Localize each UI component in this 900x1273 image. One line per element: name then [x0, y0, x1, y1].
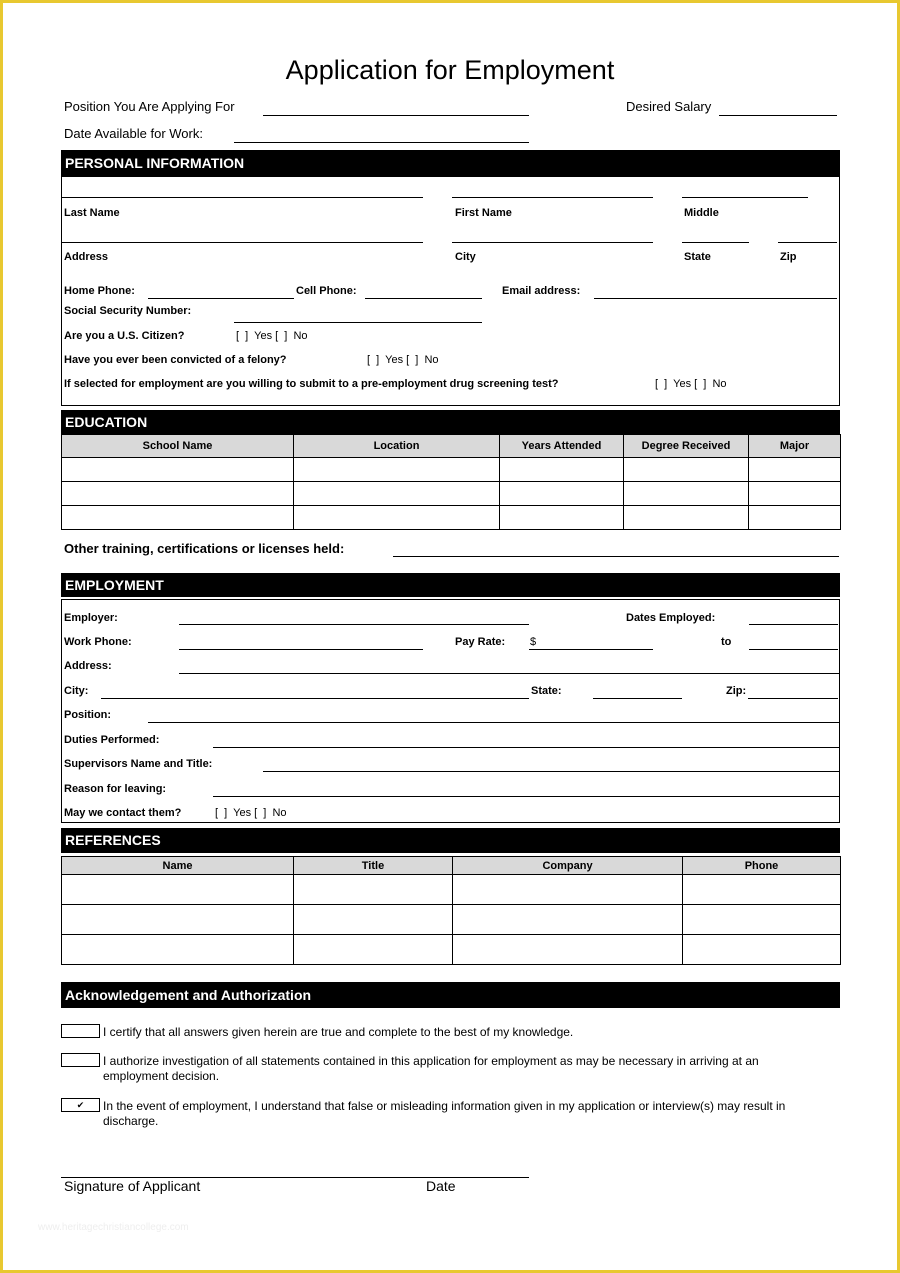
employer-city-field[interactable] [101, 698, 529, 699]
contact-options[interactable]: [ ] Yes [ ] No [215, 807, 287, 819]
date-label: Date [426, 1178, 456, 1194]
reason-leaving-field[interactable] [213, 796, 839, 797]
personal-section-box [61, 176, 840, 406]
salary-label: Desired Salary [626, 99, 712, 114]
table-cell[interactable] [62, 506, 294, 530]
other-training-label: Other training, certifications or licenses held: [64, 541, 345, 556]
employer-label: Employer: [64, 612, 118, 624]
first-name-label: First Name [455, 207, 512, 219]
references-header-row [62, 857, 841, 875]
state-field[interactable] [682, 242, 749, 243]
ssn-label: Social Security Number: [64, 305, 192, 317]
state-label: State [684, 251, 711, 263]
supervisor-field[interactable] [263, 771, 839, 772]
employer-state-label: State: [531, 685, 562, 697]
table-cell[interactable] [453, 875, 683, 905]
column-header: Phone [683, 857, 841, 875]
address-label: Address [64, 251, 109, 263]
position-held-field[interactable] [148, 722, 839, 723]
employer-state-field[interactable] [593, 698, 682, 699]
table-cell[interactable] [624, 506, 749, 530]
table-cell[interactable] [294, 458, 500, 482]
education-section-header: EDUCATION [61, 410, 840, 434]
personal-section-header: PERSONAL INFORMATION [61, 150, 840, 176]
pay-rate-field[interactable] [529, 649, 653, 650]
cell-phone-field[interactable] [365, 298, 482, 299]
education-table [61, 434, 841, 530]
employer-zip-field[interactable] [748, 698, 838, 699]
middle-name-field[interactable] [682, 197, 808, 198]
column-header: Company [453, 857, 683, 875]
duties-label: Duties Performed: [64, 734, 160, 746]
table-cell[interactable] [683, 905, 841, 935]
other-training-field[interactable] [393, 556, 839, 557]
table-cell[interactable] [62, 482, 294, 506]
table-cell[interactable] [62, 875, 294, 905]
home-phone-label: Home Phone: [64, 285, 135, 297]
column-header: School Name [62, 435, 294, 458]
table-cell[interactable] [294, 482, 500, 506]
table-cell[interactable] [453, 935, 683, 965]
email-label: Email address: [502, 285, 581, 297]
felony-options[interactable]: [ ] Yes [ ] No [367, 354, 439, 366]
date-available-field[interactable] [234, 142, 529, 143]
table-cell[interactable] [62, 905, 294, 935]
table-cell[interactable] [624, 482, 749, 506]
employer-field[interactable] [179, 624, 529, 625]
work-phone-field[interactable] [179, 649, 423, 650]
salary-field[interactable] [719, 115, 837, 116]
currency-symbol: $ [530, 636, 537, 648]
table-row [62, 506, 841, 530]
authorize-checkbox[interactable] [61, 1053, 100, 1067]
column-header: Years Attended [500, 435, 624, 458]
to-label: to [721, 636, 732, 648]
dates-employed-label: Dates Employed: [626, 612, 716, 624]
table-cell[interactable] [683, 935, 841, 965]
duties-field[interactable] [213, 747, 839, 748]
certify-checkbox[interactable] [61, 1024, 100, 1038]
employer-city-label: City: [64, 685, 89, 697]
middle-label: Middle [684, 207, 719, 219]
references-section-header: REFERENCES [61, 828, 840, 853]
felony-question: Have you ever been convicted of a felony? [64, 354, 287, 366]
table-row [62, 905, 841, 935]
employment-section-box [61, 599, 840, 823]
table-cell[interactable] [453, 905, 683, 935]
contact-question: May we contact them? [64, 807, 182, 819]
column-header: Location [294, 435, 500, 458]
pay-rate-label: Pay Rate: [455, 636, 506, 648]
table-cell[interactable] [749, 506, 841, 530]
table-row [62, 458, 841, 482]
table-cell[interactable] [62, 458, 294, 482]
employer-zip-label: Zip: [726, 685, 747, 697]
table-cell[interactable] [62, 935, 294, 965]
table-row [62, 875, 841, 905]
city-label: City [455, 251, 476, 263]
drug-test-question: If selected for employment are you willing to submit to a pre-employment drug screening test? [64, 378, 559, 390]
table-cell[interactable] [500, 506, 624, 530]
position-field[interactable] [263, 115, 529, 116]
table-cell[interactable] [624, 458, 749, 482]
dates-to-field[interactable] [749, 649, 838, 650]
table-cell[interactable] [294, 935, 453, 965]
form-title: Application for Employment [285, 55, 615, 85]
drug-test-options[interactable]: [ ] Yes [ ] No [655, 378, 727, 390]
employer-address-label: Address: [64, 660, 112, 672]
table-cell[interactable] [294, 506, 500, 530]
zip-field[interactable] [778, 242, 837, 243]
acknowledgement-section-header: Acknowledgement and Authorization [61, 982, 840, 1008]
table-cell[interactable] [749, 482, 841, 506]
supervisor-label: Supervisors Name and Title: [64, 758, 213, 770]
column-header: Name [62, 857, 294, 875]
table-cell[interactable] [683, 875, 841, 905]
table-cell[interactable] [500, 458, 624, 482]
city-field[interactable] [452, 242, 653, 243]
table-cell[interactable] [500, 482, 624, 506]
discharge-statement: In the event of employment, I understand that false or misleading information given in my application or interview(s) may result in discharge. [103, 1099, 786, 1128]
discharge-checkbox[interactable]: ✔ [61, 1098, 100, 1112]
references-table [61, 856, 841, 965]
dates-from-field[interactable] [749, 624, 838, 625]
zip-label: Zip [780, 251, 797, 263]
ssn-field[interactable] [234, 322, 482, 323]
employment-section-header: EMPLOYMENT [61, 573, 840, 597]
last-name-label: Last Name [64, 207, 120, 219]
watermark-text: www.heritagechristiancollege.com [38, 1222, 189, 1233]
home-phone-field[interactable] [148, 298, 294, 299]
first-name-field[interactable] [452, 197, 653, 198]
table-cell[interactable] [294, 875, 453, 905]
employer-address-field[interactable] [179, 673, 839, 674]
certify-statement: I certify that all answers given herein are true and complete to the best of my knowledge. [103, 1025, 574, 1039]
citizen-options[interactable]: [ ] Yes [ ] No [236, 330, 308, 342]
table-cell[interactable] [749, 458, 841, 482]
citizen-question: Are you a U.S. Citizen? [64, 330, 185, 342]
date-available-label: Date Available for Work: [64, 126, 203, 141]
column-header: Major [749, 435, 841, 458]
cell-phone-label: Cell Phone: [296, 285, 357, 297]
column-header: Title [294, 857, 453, 875]
column-header: Degree Received [624, 435, 749, 458]
education-header-row [62, 435, 841, 458]
reason-leaving-label: Reason for leaving: [64, 783, 167, 795]
table-row [62, 935, 841, 965]
signature-label: Signature of Applicant [64, 1178, 201, 1194]
work-phone-label: Work Phone: [64, 636, 132, 648]
position-label: Position You Are Applying For [64, 99, 235, 114]
address-field[interactable] [62, 242, 423, 243]
authorize-statement: I authorize investigation of all statements contained in this application for employment as may be necessary in arriving at an employment decision. [103, 1054, 759, 1083]
last-name-field[interactable] [62, 197, 423, 198]
table-cell[interactable] [294, 905, 453, 935]
email-field[interactable] [594, 298, 837, 299]
table-row [62, 482, 841, 506]
position-held-label: Position: [64, 709, 112, 721]
